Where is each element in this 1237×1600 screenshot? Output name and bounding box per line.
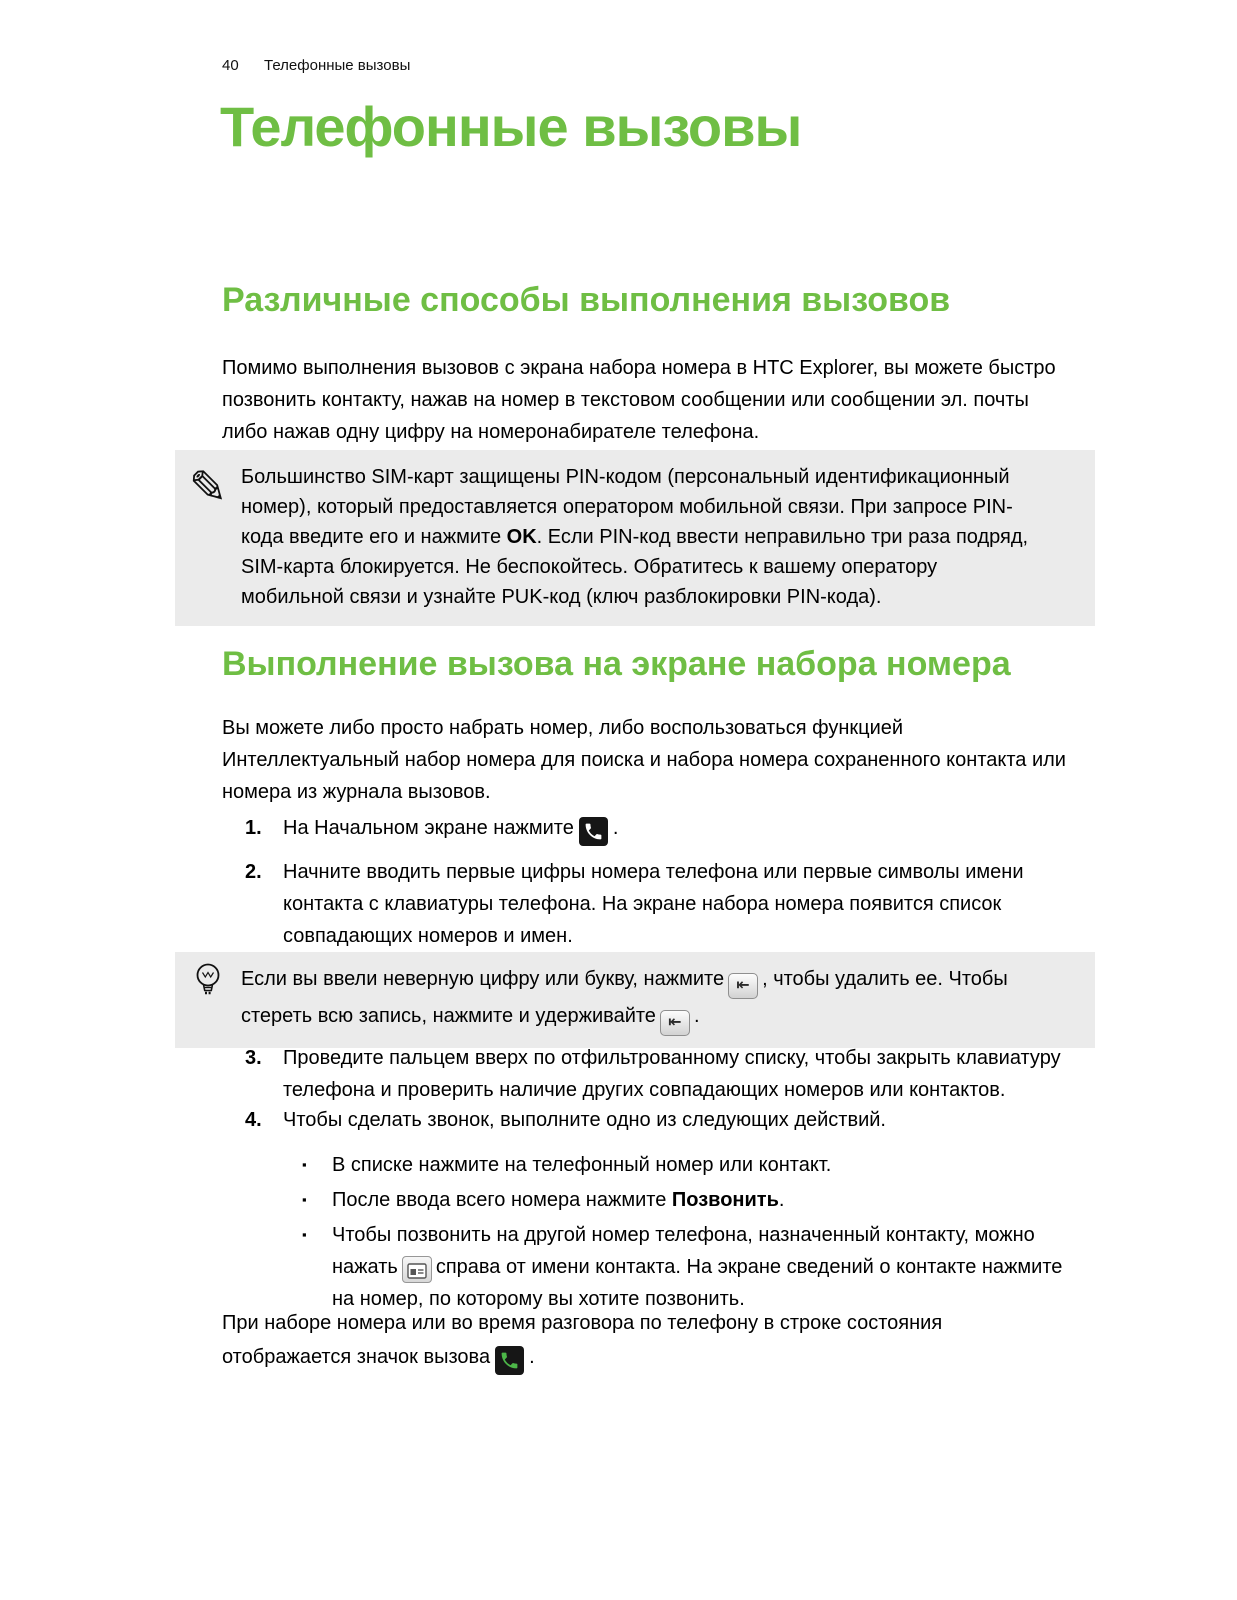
section2-intro-paragraph: Вы можете либо просто набрать номер, либо воспользоваться функцией Интеллектуальный набор номера для поиска и набора номера сохраненного контакта или номера из журнала вызовов. bbox=[222, 717, 1066, 803]
step-4-number: 4. bbox=[245, 1109, 262, 1131]
tip-box bbox=[175, 952, 1095, 1048]
running-chapter-title: Телефонные вызовы bbox=[264, 57, 411, 74]
step-4: 4. Чтобы сделать звонок, выполните одно из следующих действий. bbox=[245, 1104, 886, 1136]
contact-card-icon bbox=[402, 1256, 432, 1283]
section-heading-calling-ways: Различные способы выполнения вызовов bbox=[222, 281, 951, 319]
note-text: Большинство SIM-карт защищены PIN-кодом (персональный идентификационный номер), который предоставляется оператором мобильной связи. При запросе PIN-кода введите его и нажмите OK. Если PIN-код ввести неправильно три раза подряд, SIM-карта блокируется. Не беспокойтесь. Обратитесь к вашему оператору мобильной связи и узнайте PUK-код (ключ разблокировки PIN-кода). bbox=[241, 466, 1029, 608]
section1-intro-paragraph: Помимо выполнения вызовов с экрана набора номера в HTC Explorer, вы можете быстро позвонить контакту, нажав на номер в текстовом сообщении или сообщении эл. почты либо нажав одну цифру на номеронабирателе телефона. bbox=[222, 357, 1056, 443]
backspace-key-icon: ⇤ bbox=[728, 973, 758, 999]
pencil-icon: ✎ bbox=[188, 460, 228, 514]
note-box bbox=[175, 450, 1095, 626]
bullet-marker: ▪ bbox=[302, 1157, 307, 1172]
step-2: 2. Начните вводить первые цифры номера телефона или первые символы имени контакта с клавиатуры телефона. На экране набора номера появится список совпадающих номеров и имен. bbox=[245, 856, 1083, 952]
list-item: ▪ После ввода всего номера нажмите Позвонить. bbox=[302, 1184, 1092, 1216]
list-item: ▪ Чтобы позвонить на другой номер телефона, назначенный контакту, можно нажать справа от имени контакта. На экране сведений о контакте нажмите на номер, по которому вы хотите позвонить. bbox=[302, 1219, 1092, 1315]
call-status-icon bbox=[495, 1346, 524, 1375]
lightbulb-icon bbox=[192, 993, 224, 1010]
section-heading-dial-screen: Выполнение вызова на экране набора номера bbox=[222, 645, 1011, 683]
step-1-number: 1. bbox=[245, 817, 262, 839]
step-4-options-list bbox=[302, 1149, 1092, 1318]
tip-text: Если вы ввели неверную цифру или букву, нажмите ⇤ , чтобы удалить ее. Чтобы стереть всю запись, нажмите и удерживайте ⇤ . bbox=[241, 962, 1051, 1036]
step-3: 3. Проведите пальцем вверх по отфильтрованному списку, чтобы закрыть клавиатуру телефона и проверить наличие других совпадающих номеров или контактов. bbox=[245, 1042, 1093, 1106]
step-1: 1. На Начальном экране нажмите . bbox=[245, 812, 618, 846]
backspace-key-icon: ⇤ bbox=[660, 1010, 690, 1036]
closing-paragraph: При наборе номера или во время разговора по телефону в строке состояния отображается значок вызова . bbox=[222, 1306, 982, 1375]
note-bold-ok: OK bbox=[506, 526, 537, 548]
page-number: 40 bbox=[222, 57, 239, 74]
chapter-title: Телефонные вызовы bbox=[220, 95, 802, 158]
call-button-label: Позвонить bbox=[671, 1189, 779, 1211]
running-header bbox=[222, 57, 410, 74]
list-item: ▪ В списке нажмите на телефонный номер или контакт. bbox=[302, 1149, 1092, 1181]
step-2-number: 2. bbox=[245, 861, 262, 883]
bullet-marker: ▪ bbox=[302, 1227, 307, 1242]
bullet-marker: ▪ bbox=[302, 1192, 307, 1207]
phone-app-icon bbox=[579, 817, 608, 846]
step-3-number: 3. bbox=[245, 1047, 262, 1069]
